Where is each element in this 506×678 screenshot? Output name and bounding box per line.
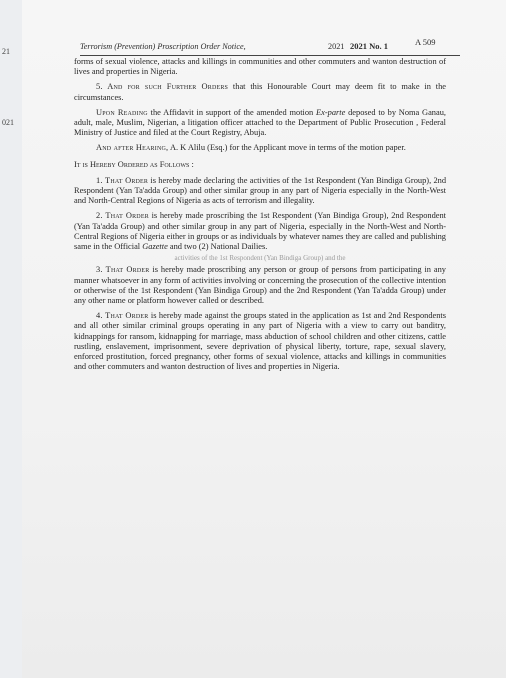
paragraph-further-orders [74,82,446,102]
italic-text: Ex-parte [316,107,346,117]
paragraph-text: and two (2) National Dailies. [167,242,268,252]
paragraph-upon-reading [74,108,446,139]
previous-page-edge [0,0,23,678]
paragraph-text: that this Honourable Court may deem fit to make in the circumstances. [74,82,446,102]
order-1 [74,176,446,207]
paragraph-continuation: forms of sexual violence, attacks and killings in communities and other commuters and wanton destruction of lives and properties in Nigeria. [74,57,446,77]
page-number: A 509 [415,37,436,47]
lead-text: Upon Reading [96,107,148,117]
lead-text: 3. That Order [96,265,150,275]
paragraph-text: A. K Alilu (Esq.) for the Applicant move in terms of the motion paper. [168,143,406,153]
previous-page-number: 21 [2,47,10,56]
lead-text: 2. That Order [96,211,149,221]
document-body [74,57,446,377]
paragraph-text: is hereby made against the groups stated in the application as 1st and 2nd Respondents and all other similar criminal groups operating in any part of Nigeria with a view to carry out banditry, kidnappings for ransom, kidnapping for marriage, mass abduction of school children and other citizens, cattle rustling, enslavement, imprisonment, severe deprivation of physical liberty, torture, rape, sexual slavery, enforced prostitution, forced pregnancy, other forms of sexual violence, attacks and killings in communities and other commuters and wanton destruction of lives and properties in Nigeria. [74,311,447,372]
paragraph-text: is hereby made proscribing any person or group of persons from participating in any manner whatsoever in any form of activities involving or concerning the prosecution of the collective intention or otherwise of the 1st Respondent (Yan Bindiga Group) and the 2nd Respondent (Yan Ta'adda Group) under any other name or platform however called or described. [74,265,446,306]
lead-text: 1. That Order [96,175,149,185]
order-4 [74,311,446,372]
paragraph-after-hearing [74,143,446,153]
running-header [80,37,460,56]
order-2 [74,211,446,252]
paragraph-text: the Affidavit in support of the amended motion [147,107,317,117]
paragraph-text: is hereby made declaring the activities of the 1st Respondent (Yan Bindiga Group), 2nd Respondent (Yan Ta'adda Group) and other similar group in any part of Nigeria especially in the North-West and North-Central Regions of Nigeria as acts of terrorism and illegality. [74,175,447,206]
paragraph-text: deposed to by Noma Ganau, adult, male, Muslim, Nigerian, a litigation officer attached to the Department of Public Prosecution , Federal Ministry of Justice and filed at the Court Registry, Abuja. [74,107,446,138]
header-number: 2021 No. 1 [350,41,389,51]
header-year: 2021 [328,42,345,51]
previous-page-number-2: 021 [2,118,14,127]
paragraph-text: is hereby made proscribing the 1st Respondent (Yan Bindiga Group), 2nd Respondent (Yan Ta'adda Group) and other similar group in any part of Nigeria, especially in the North-West and North-Central Regions of Nigeria either in groups or as individuals by whatever names they are called and publishing same in the Official [74,211,447,252]
lead-text: 5. And for such Further Orders [96,82,229,92]
bleed-through-text: activities of the 1st Respondent (Yan Bindiga Group) and the [174,254,346,263]
lead-text: 4. That Order [96,311,149,321]
lead-text: And after Hearing, [96,143,169,153]
document-page [22,0,506,678]
section-heading: It is Hereby Ordered as Follows : [74,159,194,169]
header-title: Terrorism (Prevention) Proscription Order Notice, [80,42,246,51]
order-3 [74,265,446,306]
italic-text: Gazette [142,242,168,252]
